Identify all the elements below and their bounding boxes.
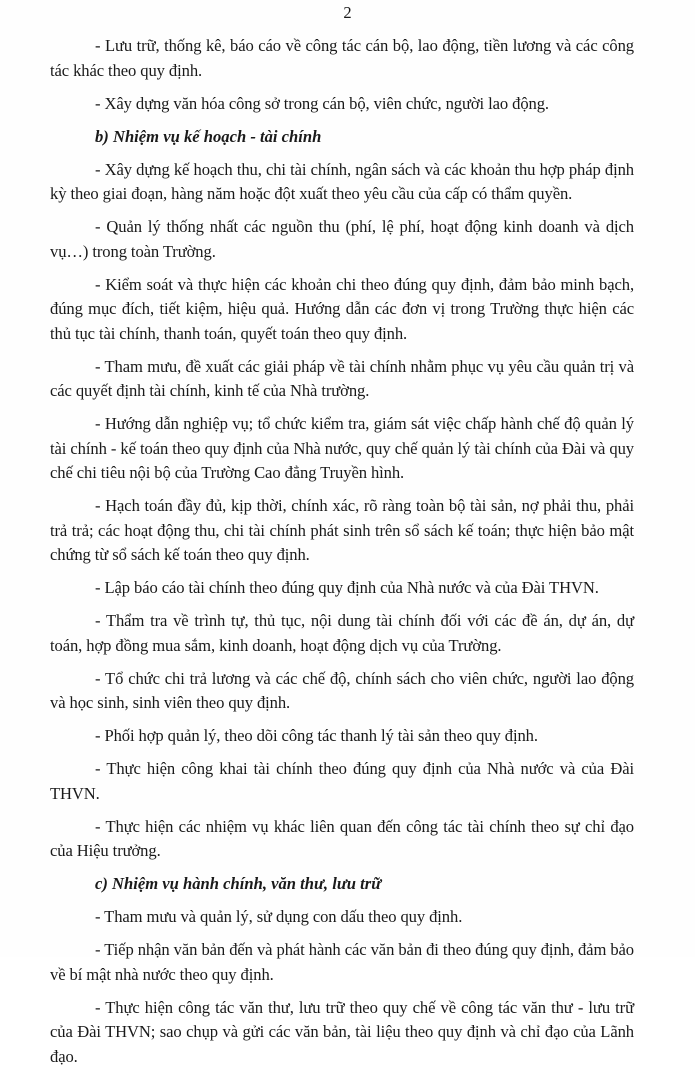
paragraph: - Lưu trữ, thống kê, báo cáo về công tác cán bộ, lao động, tiền lương và các công tác khác theo quy định.: [50, 36, 634, 80]
page-number: 2: [343, 3, 352, 22]
section-heading-finance: b) Nhiệm vụ kế hoạch - tài chính: [95, 126, 322, 146]
paragraph: - Thẩm tra về trình tự, thủ tục, nội dung tài chính đối với các đề án, dự án, dự toán, hợp đồng mua sắm, kinh doanh, hoạt động dịch vụ của Trường.: [50, 611, 634, 655]
document-body: [50, 34, 634, 1078]
paragraph: - Tổ chức chi trả lương và các chế độ, chính sách cho viên chức, người lao động và học sinh, sinh viên theo quy định.: [50, 668, 634, 712]
paragraph: - Quản lý thống nhất các nguồn thu (phí, lệ phí, hoạt động kinh doanh và dịch vụ…) trong toàn Trường.: [50, 217, 634, 261]
paragraph: - Thực hiện công tác văn thư, lưu trữ theo quy chế về công tác văn thư - lưu trữ của Đài THVN; sao chụp và gửi các văn bản, tài liệu theo quy định và chỉ đạo của Lãnh đạo.: [50, 997, 634, 1066]
paragraph: - Tham mưu và quản lý, sử dụng con dấu theo quy định.: [95, 907, 463, 926]
paragraph: - Hạch toán đầy đủ, kịp thời, chính xác, rõ ràng toàn bộ tài sản, nợ phải thu, phải trả trả; các hoạt động thu, chi tài chính phát sinh trên sổ sách kế toán; thực hiện bảo mật chứng từ sổ sách kế toán theo quy định.: [50, 496, 634, 564]
paragraph: - Kiểm soát và thực hiện các khoản chi theo đúng quy định, đảm bảo minh bạch, đúng mục đích, tiết kiệm, hiệu quả. Hướng dẫn các đơn vị trong Trường thực hiện các thủ tục tài chính, thanh toán, quyết toán theo quy định.: [50, 274, 634, 343]
paragraph: - Thực hiện các nhiệm vụ khác liên quan đến công tác tài chính theo sự chỉ đạo của Hiệu trưởng.: [50, 816, 634, 860]
paragraph: - Lập báo cáo tài chính theo đúng quy định của Nhà nước và của Đài THVN.: [95, 578, 599, 597]
paragraph: - Xây dựng văn hóa công sở trong cán bộ, viên chức, người lao động.: [95, 93, 549, 113]
section-heading-administration: c) Nhiệm vụ hành chính, văn thư, lưu trữ: [95, 874, 382, 893]
paragraph: - Thực hiện công khai tài chính theo đúng quy định của Nhà nước và của Đài THVN.: [50, 759, 634, 803]
paragraph: - Xây dựng kế hoạch thu, chi tài chính, ngân sách và các khoản thu hợp pháp định kỳ theo giai đoạn, hàng năm hoặc đột xuất theo yêu cầu của cấp có thẩm quyền.: [50, 159, 634, 203]
paragraph: - Phối hợp quản lý, theo dõi công tác thanh lý tài sản theo quy định.: [95, 726, 538, 745]
paragraph: - Tiếp nhận văn bản đến và phát hành các văn bản đi theo đúng quy định, đảm bảo về bí mật nhà nước theo quy định.: [50, 940, 634, 984]
paragraph: - Hướng dẫn nghiệp vụ; tổ chức kiểm tra, giám sát việc chấp hành chế độ quản lý tài chính - kế toán theo quy định của Nhà nước, quy chế quản lý tài chính của Đài và quy chế chi tiêu nội bộ của Trường Cao đẳng Truyền hình.: [50, 414, 634, 482]
paragraph: - Tham mưu, đề xuất các giải pháp về tài chính nhằm phục vụ yêu cầu quản trị và các quyết định tài chính, kinh tế của Nhà trường.: [50, 356, 634, 400]
